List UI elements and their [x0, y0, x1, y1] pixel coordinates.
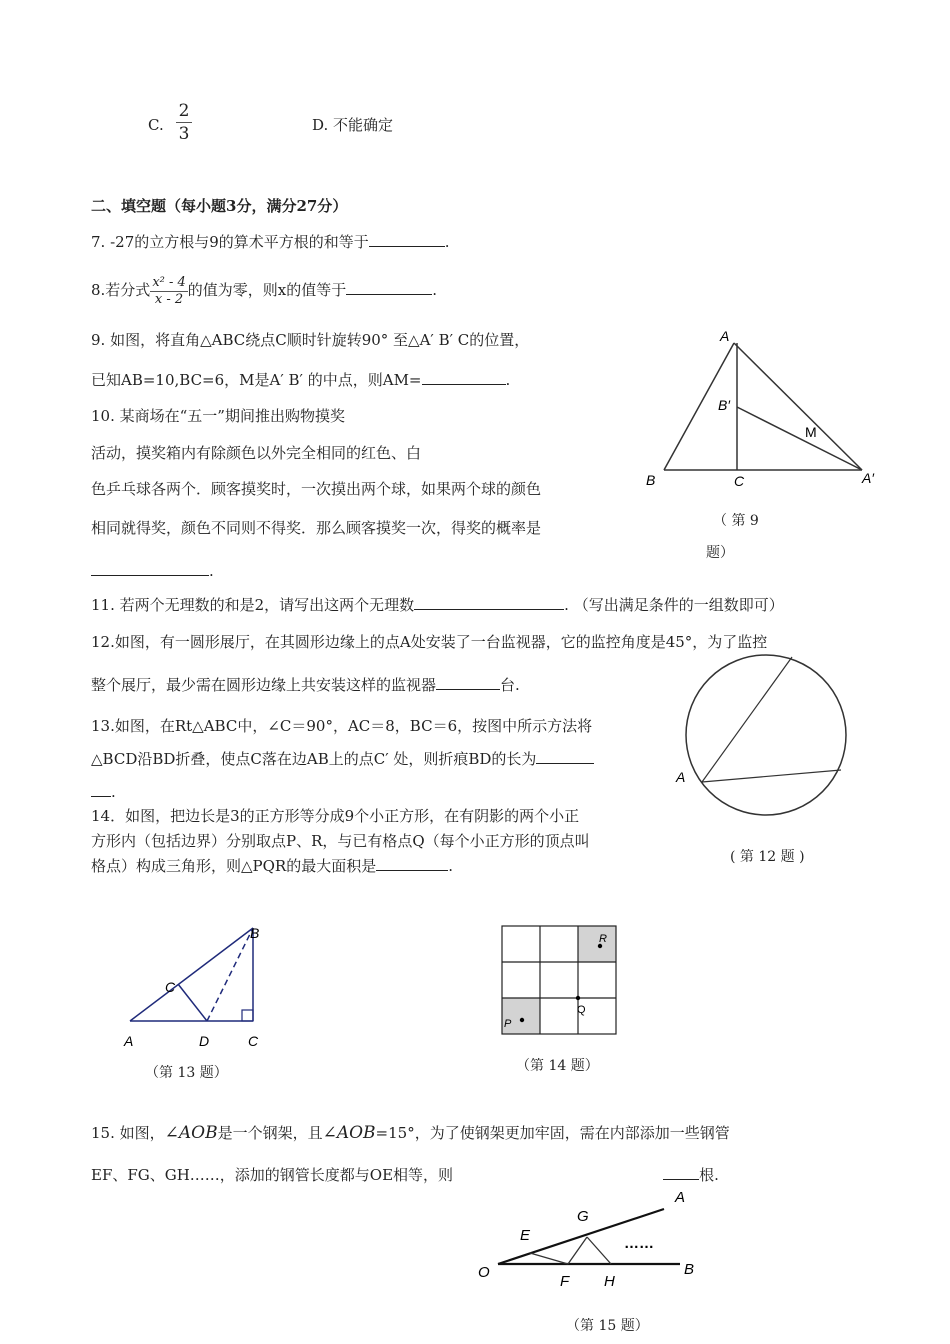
q7-blank[interactable] [369, 232, 445, 247]
fig13-side-ab [130, 928, 253, 1021]
q14-blank[interactable] [376, 856, 448, 871]
q10-line3: 色乒乓球各两个．顾客摸奖时，一次摸出两个球，如果两个球的颜色 [91, 480, 542, 498]
fig15-label-o: O [478, 1264, 490, 1281]
q14-line1: 14．如图，把边长是3的正方形等分成9个小正方形，在有阴影的两个小正 [91, 807, 580, 825]
q8-numerator: x² - 4 [152, 274, 186, 290]
fig12-circle [686, 655, 846, 815]
fig14-shaded-cell-r [578, 926, 616, 962]
q8-post: 的值为零，则x的值等于 [187, 281, 347, 299]
q8-denominator: x - 2 [154, 291, 184, 307]
fig15-label-e: E [520, 1227, 531, 1244]
fig15-label-b: B [684, 1261, 695, 1278]
fig9-label-b: B [646, 472, 656, 488]
q12-blank[interactable] [436, 675, 500, 690]
question-11 [91, 595, 784, 615]
fig15-label-h: H [604, 1273, 615, 1290]
q15-line1 [91, 1121, 730, 1145]
fig13-label-b: B [250, 925, 260, 941]
fig13-label-d: D [199, 1033, 210, 1049]
option-d [312, 115, 393, 135]
q8-pre: 8.若分式 [91, 281, 151, 299]
figure-14 [500, 924, 620, 1036]
q10-answer-line [91, 561, 214, 581]
q15-line2: EF、FG、GH……，添加的钢管长度都与OE相等，则 [91, 1166, 454, 1184]
fig12-label-a: A [676, 769, 686, 785]
fig9-caption-2: 题） [706, 545, 734, 561]
q10-blank[interactable] [91, 561, 209, 576]
fig15-label-f: F [560, 1273, 570, 1290]
fig13-segment-c-prime-d [178, 984, 207, 1021]
q11-blank[interactable] [414, 595, 564, 610]
option-c-fraction [176, 100, 192, 145]
fig15-pipe-fg [568, 1237, 587, 1264]
question-8 [91, 270, 437, 310]
section-title: 二、填空题（每小题3分，满分27分） [91, 197, 348, 215]
option-d-text: 不能确定 [333, 116, 394, 134]
q14-line3: 格点）构成三角形，则△PQR的最大面积是 [91, 857, 377, 875]
figure-15 [470, 1182, 720, 1302]
q7-text: 7. -27的立方根与9的算术平方根的和等于 [91, 233, 369, 251]
q9-blank[interactable] [422, 370, 506, 385]
fig9-label-a: A [720, 328, 730, 344]
q14-line3-wrap [91, 856, 453, 876]
q7-end: . [444, 233, 450, 251]
q10-line1: 10. 某商场在“五一”期间推出购物摸奖 [91, 407, 345, 425]
fig14-point-p [520, 1018, 524, 1022]
q8-blank[interactable] [346, 280, 432, 295]
fig15-pipe-gh [587, 1237, 611, 1264]
q13-blank[interactable] [536, 749, 594, 764]
fig15-caption: （第 15 题） [566, 1318, 649, 1334]
option-c [148, 115, 164, 135]
fig14-caption: （第 14 题） [516, 1058, 599, 1074]
fig14-label-q: Q [577, 1004, 586, 1016]
q13-line3-wrap [91, 782, 116, 802]
q13-line2-wrap [91, 749, 594, 769]
q10-line2: 活动，摸奖箱内有除颜色以外完全相同的红色、白 [91, 444, 422, 462]
q13-line1: 13.如图，在Rt△ABC中，∠C＝90°，AC＝8，BC＝6，按图中所示方法将 [91, 717, 593, 735]
question-7 [91, 232, 450, 252]
figure-9 [640, 325, 890, 525]
option-c-label: C. [148, 116, 164, 134]
fig14-label-r: R [599, 933, 607, 945]
q12-end: 台. [500, 676, 520, 694]
fig13-right-angle-mark [242, 1010, 253, 1021]
fig12-chord-2 [702, 770, 841, 782]
figure-13 [115, 920, 285, 1060]
fig13-fold-bd [207, 928, 253, 1021]
fig13-label-c-prime: C [165, 979, 176, 995]
q13-end: . [111, 783, 116, 801]
fig12-chord-1 [702, 657, 792, 782]
fig9-label-a-prime: A′ [862, 470, 874, 486]
fig15-label-g: G [577, 1208, 589, 1225]
fig14-label-p: P [504, 1018, 512, 1030]
option-c-numerator: 2 [176, 100, 192, 123]
fig12-caption: ( 第 12 题 ) [730, 849, 805, 865]
q9-line2: 已知AB=10,BC=6，M是A′ B′ 的中点，则AM= [91, 371, 422, 389]
q15-line1-post: =15°，为了使钢架更加牢固，需在内部添加一些钢管 [375, 1124, 730, 1142]
q15-line1-mid: 是一个钢架，且 [217, 1124, 323, 1142]
fig15-pipe-ef [530, 1253, 568, 1264]
q14-end: . [448, 857, 454, 875]
q12-line1: 12.如图，有一圆形展厅，在其圆形边缘上的点A处安装了一台监视器，它的监控角度是45°，为了监控 [91, 633, 768, 651]
fig13-label-a: A [124, 1033, 134, 1049]
fig9-side-b2a2 [737, 407, 862, 470]
q10-end: . [209, 562, 214, 580]
q12-line2: 整个展厅，最少需在圆形边缘上共安装这样的监视器 [91, 676, 437, 694]
q15-angle-1: ∠AOB [164, 1123, 218, 1143]
q14-line2: 方形内（包括边界）分别取点P、R，与已有格点Q（每个小正方形的顶点叫 [91, 832, 590, 850]
option-c-denominator: 3 [178, 124, 190, 144]
q9-end: . [505, 371, 511, 389]
q9-line1: 9. 如图，将直角△ABC绕点C顺时针旋转90° 至△A′ B′ C的位置， [91, 331, 530, 349]
q10-line4: 相同就得奖，颜色不同则不得奖．那么顾客摸奖一次，得奖的概率是 [91, 519, 542, 537]
q15-blank[interactable] [663, 1165, 699, 1180]
q12-line2-wrap [91, 675, 520, 695]
fig13-caption: （第 13 题） [145, 1065, 228, 1081]
q11-text: 11. 若两个无理数的和是2，请写出这两个无理数 [91, 596, 415, 614]
q8-end: . [432, 281, 438, 299]
fig15-label-a: A [675, 1189, 686, 1206]
option-d-label: D. [312, 116, 329, 134]
q15-angle-2: ∠AOB [322, 1123, 376, 1143]
q11-end: . （写出满足条件的一组数即可） [564, 596, 784, 614]
q13-blank-cont [91, 782, 111, 797]
q8-fraction [150, 275, 187, 308]
q9-line2-wrap [91, 370, 510, 390]
fig14-point-q [576, 996, 580, 1000]
fig9-side-aa2 [734, 343, 862, 470]
fig15-ellipsis: …… [624, 1235, 654, 1252]
fig9-caption-1: （ 第 9 [713, 513, 759, 529]
q15-end: 根. [699, 1166, 719, 1184]
fig13-label-c: C [248, 1033, 259, 1049]
q15-line1-pre: 15. 如图， [91, 1124, 165, 1142]
fig9-label-b-prime: B′ [718, 397, 730, 413]
q13-line2: △BCD沿BD折叠，使点C落在边AB上的点C′ 处，则折痕BD的长为 [91, 750, 537, 768]
figure-12 [670, 655, 870, 835]
fig9-label-c: C [734, 473, 745, 489]
fig9-label-m: M [805, 424, 817, 440]
